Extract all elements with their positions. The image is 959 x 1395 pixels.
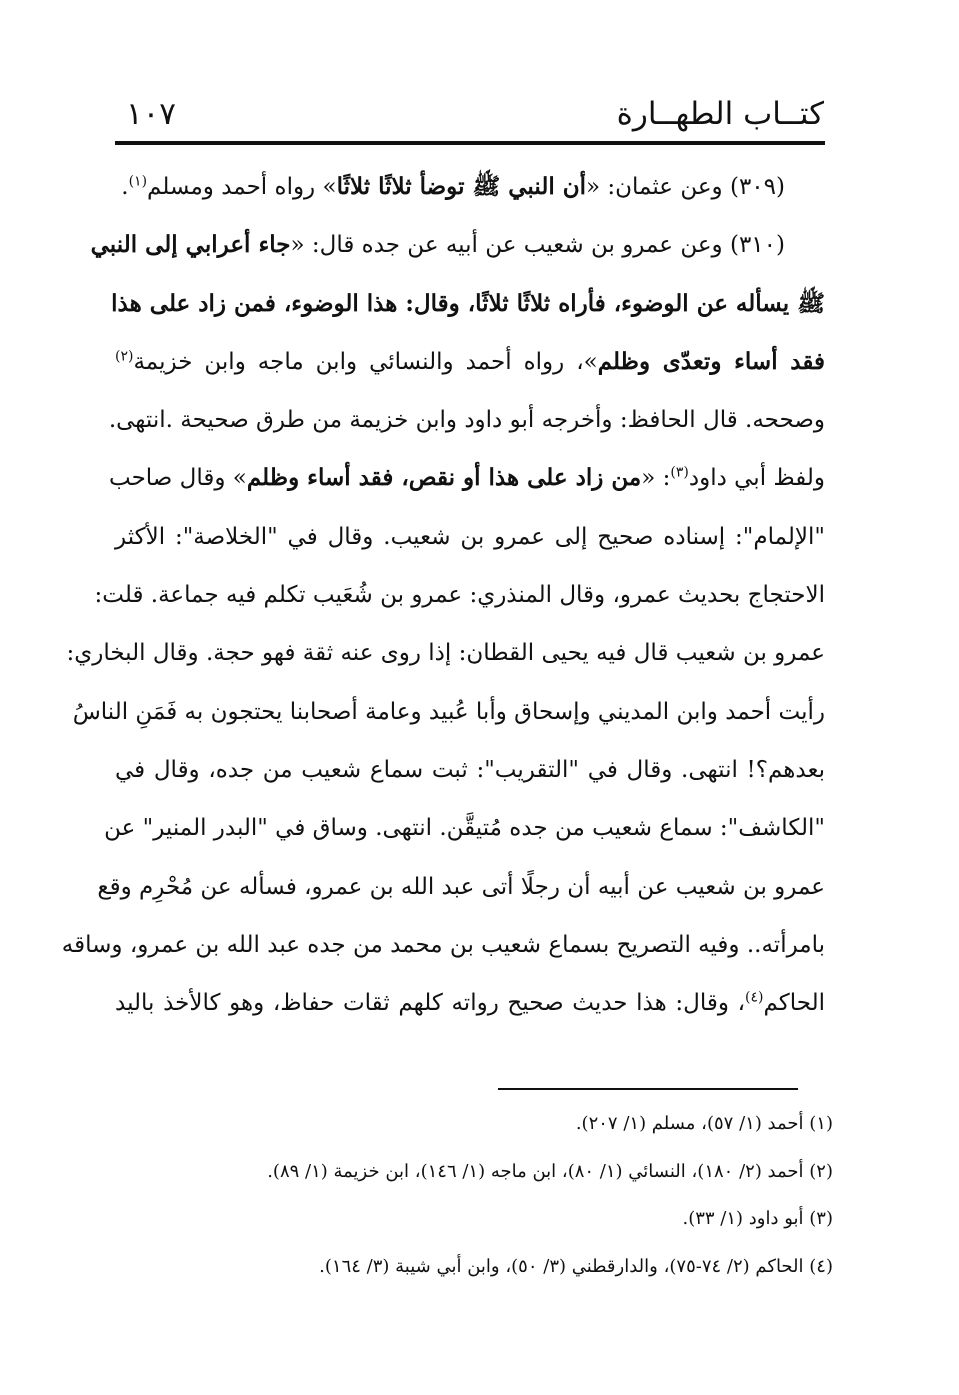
footnote-2: (٢) أحمد (٢/ ١٨٠)، النسائي (١/ ٨٠)، ابن ماجه (١/ ١٤٦)، ابن خزيمة (١/ ٨٩). bbox=[267, 1160, 833, 1182]
hadith-text: أن النبي ﷺ توضأ ثلاثًا ثلاثًا bbox=[336, 173, 587, 200]
text-run: رأيت أحمد وابن المديني وإسحاق وأبا عُبيد وعامة أصحابنا يحتجون به فَمَنِ الناسُ bbox=[72, 698, 825, 725]
footnote-1: (١) أحمد (١/ ٥٧)، مسلم (١/ ٢٠٧). bbox=[575, 1113, 833, 1134]
text-run: بعدهم؟! انتهى. وقال في "التقريب": ثبت سماع شعيب من جده، وقال في bbox=[115, 756, 825, 783]
text-run: بامرأته.. وفيه التصريح بسماع شعيب بن محمد من جده عبد الله بن عمرو، وساقه bbox=[61, 931, 825, 958]
text-run: "الإلمام": إسناده صحيح إلى عمرو بن شعيب. وقال في "الخلاصة": الأكثر bbox=[115, 523, 825, 550]
hadith-text: جاء أعرابي إلى النبي bbox=[90, 231, 291, 259]
text-line bbox=[61, 916, 825, 974]
footnote-marker: (٤) bbox=[745, 989, 764, 1006]
page-number: ١٠٧ bbox=[126, 96, 176, 132]
header-rule bbox=[115, 141, 825, 145]
text-run: » وقال صاحب bbox=[108, 465, 247, 492]
text-line bbox=[72, 683, 825, 741]
footnote-marker: (٣) bbox=[670, 464, 689, 481]
text-line bbox=[90, 216, 825, 274]
hadith-text: ﷺ يسأله عن الوضوء، فأراه ثلاثًا ثلاثًا، وقال: هذا الوضوء، فمن زاد على هذا bbox=[111, 289, 825, 317]
footnote-marker: (٢) bbox=[115, 348, 134, 365]
footnotes bbox=[115, 1100, 833, 1290]
footnote-separator bbox=[498, 1088, 798, 1090]
text-run: »، رواه أحمد والنسائي وابن ماجه وابن خزيمة bbox=[133, 348, 598, 375]
text-run: الحاكم bbox=[763, 990, 825, 1017]
text-run: عمرو بن شعيب قال فيه يحيى القطان: إذا روى عنه ثقة فهو حجة. وقال البخاري: bbox=[66, 640, 825, 667]
chapter-title: كتــاب الطهــارة bbox=[616, 96, 824, 132]
text-run: ولفظ أبي داود bbox=[688, 465, 825, 492]
main-text bbox=[61, 158, 825, 1032]
text-line bbox=[115, 741, 825, 799]
text-line bbox=[115, 974, 825, 1032]
page-header bbox=[118, 92, 824, 142]
text-line bbox=[111, 275, 825, 333]
text-line bbox=[108, 391, 825, 449]
text-line bbox=[66, 624, 825, 682]
text-line bbox=[108, 449, 825, 507]
text-line bbox=[97, 858, 825, 916]
text-run: "الكاشف": سماع شعيب من جده مُتيقَّن. انتهى. وساق في "البدر المنير" عن bbox=[104, 815, 825, 842]
text-run: الاحتجاج بحديث عمرو، وقال المنذري: عمرو بن شُعَيب تكلم فيه جماعة. قلت: bbox=[94, 582, 825, 609]
text-run: » رواه أحمد ومسلم bbox=[147, 174, 337, 200]
text-line bbox=[115, 158, 825, 216]
text-run: عمرو بن شعيب عن أبيه أن رجلًا أتى عبد الله بن عمرو، فسأله عن مُحْرِم وقع bbox=[97, 873, 825, 900]
text-run: وصححه. قال الحافظ: وأخرجه أبو داود وابن خزيمة من طرق صحيحة .انتهى. bbox=[108, 407, 825, 434]
hadith-text: فقد أساء وتعدّى وظلم bbox=[597, 347, 825, 375]
text-run: (٣١٠) وعن عمرو بن شعيب عن أبيه عن جده قال: « bbox=[290, 232, 785, 259]
footnote-3: (٣) أبو داود (١/ ٣٣). bbox=[682, 1208, 833, 1229]
text-run: ، وقال: هذا حديث صحيح رواته كلهم ثقات حفاظ، وهو كالأخذ باليد bbox=[115, 990, 746, 1017]
text-line bbox=[115, 508, 825, 566]
footnote-marker: (١) bbox=[128, 173, 148, 190]
text-line bbox=[115, 333, 825, 391]
text-line bbox=[104, 799, 825, 857]
text-line bbox=[94, 566, 825, 624]
hadith-text: من زاد على هذا أو نقص، فقد أساء وظلم bbox=[246, 464, 642, 492]
text-run: (٣٠٩) وعن عثمان: « bbox=[586, 174, 785, 200]
footnote-4: (٤) الحاكم (٢/ ٧٤-٧٥)، والدارقطني (٣/ ٥٠)، وابن أبي شيبة (٣/ ١٦٤). bbox=[319, 1255, 833, 1277]
text-run: : « bbox=[641, 465, 671, 492]
text-run: . bbox=[121, 174, 129, 200]
